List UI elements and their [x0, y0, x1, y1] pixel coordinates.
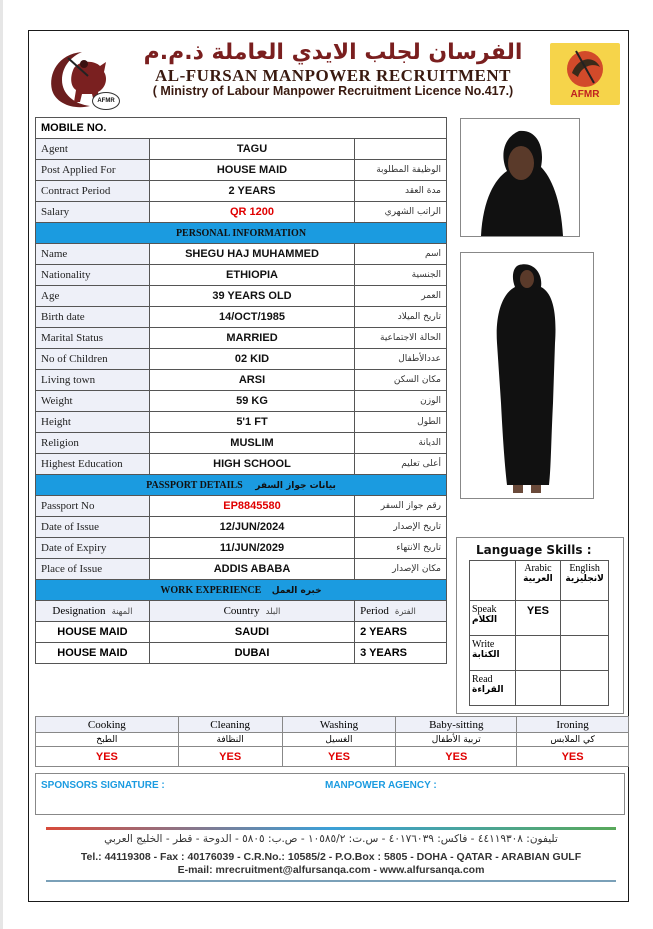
period-column-header — [355, 601, 447, 622]
licence-line: ( Ministry of Labour Manpower Recruitment Licence No.417.) — [152, 84, 514, 98]
row-place-of-issue — [36, 559, 447, 580]
personal-info-header: PERSONAL INFORMATION — [36, 223, 447, 244]
field-value: HOUSE MAID — [149, 160, 354, 181]
logo-right-text: AFMR — [570, 89, 600, 100]
field-value: ADDIS ABABA — [149, 559, 354, 580]
work-period: 2 YEARS — [355, 622, 447, 643]
field-label-arabic: عددالأطفال — [355, 349, 447, 370]
field-label-arabic: الجنسية — [355, 265, 447, 286]
field-label: Highest Education — [36, 454, 150, 475]
language-skills-title: Language Skills : — [476, 543, 592, 557]
write-row-label — [470, 636, 516, 671]
work-period: 3 YEARS — [355, 643, 447, 664]
speak-arabic-value: YES — [515, 601, 561, 636]
designation-header-en: Designation — [52, 605, 106, 617]
field-value: TAGU — [149, 139, 354, 160]
write-label-ar: الكتابة — [472, 650, 500, 660]
row-religion — [36, 433, 447, 454]
read-row-label — [470, 671, 516, 706]
work-header-ar: خبره العمل — [271, 585, 322, 596]
page-edge-shadow — [0, 0, 3, 929]
arabic-language-header — [515, 561, 561, 601]
field-value: MUSLIM — [149, 433, 354, 454]
row-name — [36, 244, 447, 265]
skills-table — [35, 716, 629, 767]
field-label: Date of Expiry — [36, 538, 150, 559]
field-label: Salary — [36, 202, 150, 223]
row-passport-no — [36, 496, 447, 517]
field-label: No of Children — [36, 349, 150, 370]
field-label-arabic: الديانة — [355, 433, 447, 454]
arabic-header-ar: العربية — [523, 574, 553, 584]
manpower-agency-label: MANPOWER AGENCY : — [325, 780, 437, 791]
field-value: MARRIED — [149, 328, 354, 349]
read-label-en: Read — [472, 674, 493, 685]
field-label: Height — [36, 412, 150, 433]
speak-english-value — [561, 601, 609, 636]
field-label-arabic: أعلى تعليم — [355, 454, 447, 475]
field-label-arabic — [355, 139, 447, 160]
field-label-arabic: تاريخ الإصدار — [355, 517, 447, 538]
field-label-arabic: رقم جواز السفر — [355, 496, 447, 517]
field-label-arabic: مكان الإصدار — [355, 559, 447, 580]
row-date-of-issue — [36, 517, 447, 538]
candidate-full-length-photo — [460, 252, 594, 499]
write-english-value — [561, 636, 609, 671]
footer-contact-english: Tel.: 44119308 - Fax : 40176039 - C.R.No.: 10585/2 - P.O.Box : 5805 - DOHA - QATAR - ARABIAN GULF — [80, 851, 582, 863]
skill-cooking-value: YES — [36, 747, 179, 767]
mobile-label: MOBILE NO. — [36, 118, 447, 139]
row-birth-date — [36, 307, 447, 328]
field-label: Post Applied For — [36, 160, 150, 181]
field-label: Religion — [36, 433, 150, 454]
field-value: 11/JUN/2029 — [149, 538, 354, 559]
field-value: ARSI — [149, 370, 354, 391]
row-marital-status — [36, 328, 447, 349]
row-nationality — [36, 265, 447, 286]
passport-number-value: EP8845580 — [149, 496, 354, 517]
field-label: Birth date — [36, 307, 150, 328]
work-row — [36, 643, 447, 664]
work-country: SAUDI — [149, 622, 354, 643]
field-value: ETHIOPIA — [149, 265, 354, 286]
english-header-en: English — [569, 563, 600, 574]
read-english-value — [561, 671, 609, 706]
row-age — [36, 286, 447, 307]
designation-column-header — [36, 601, 150, 622]
field-label-arabic: مكان السكن — [355, 370, 447, 391]
field-label-arabic: الحالة الاجتماعية — [355, 328, 447, 349]
english-header-ar: لانجليزية — [565, 574, 604, 584]
speak-label-en: Speak — [472, 604, 497, 615]
work-header-en: WORK EXPERIENCE — [160, 584, 262, 596]
language-corner-cell — [470, 561, 516, 601]
footer-divider — [46, 827, 616, 830]
row-agent — [36, 139, 447, 160]
field-label-arabic: الراتب الشهري — [355, 202, 447, 223]
field-label: Agent — [36, 139, 150, 160]
language-skills-table — [469, 560, 609, 706]
field-value: 59 KG — [149, 391, 354, 412]
footer-bottom-divider — [46, 880, 616, 882]
field-label-arabic: تاريخ الميلاد — [355, 307, 447, 328]
field-value: 12/JUN/2024 — [149, 517, 354, 538]
read-arabic-value — [515, 671, 561, 706]
field-value: HIGH SCHOOL — [149, 454, 354, 475]
write-label-en: Write — [472, 639, 495, 650]
field-value: 5'1 FT — [149, 412, 354, 433]
row-height — [36, 412, 447, 433]
speak-label-ar: الكلام — [472, 615, 498, 625]
horse-rider-logo — [44, 48, 122, 110]
period-header-en: Period — [360, 605, 389, 617]
field-value: 39 YEARS OLD — [149, 286, 354, 307]
field-value: SHEGU HAJ MUHAMMED — [149, 244, 354, 265]
afmr-logo — [550, 43, 620, 105]
footer-email-website: E-mail: mrecruitment@alfursanqa.com - www.alfursanqa.com — [177, 864, 485, 876]
candidate-info-table — [35, 117, 447, 664]
logo-left-text: AFMR — [92, 92, 120, 110]
field-label: Living town — [36, 370, 150, 391]
field-label-arabic: مدة العقد — [355, 181, 447, 202]
field-value: 14/OCT/1985 — [149, 307, 354, 328]
work-row — [36, 622, 447, 643]
row-education — [36, 454, 447, 475]
row-living-town — [36, 370, 447, 391]
row-children — [36, 349, 447, 370]
skill-washing-value: YES — [282, 747, 396, 767]
work-designation: HOUSE MAID — [36, 622, 150, 643]
row-weight — [36, 391, 447, 412]
company-arabic-title: الفرسان لجلب الايدي العاملة ذ.م.م — [143, 40, 523, 65]
passport-header-ar: بيانات جواز السفر — [255, 480, 336, 491]
row-post-applied — [36, 160, 447, 181]
salary-value: QR 1200 — [149, 202, 354, 223]
field-label: Nationality — [36, 265, 150, 286]
field-label: Name — [36, 244, 150, 265]
work-designation: HOUSE MAID — [36, 643, 150, 664]
company-english-title: AL-FURSAN MANPOWER RECRUITMENT — [155, 66, 511, 85]
field-value: 02 KID — [149, 349, 354, 370]
field-label: Date of Issue — [36, 517, 150, 538]
field-label: Contract Period — [36, 181, 150, 202]
country-column-header — [149, 601, 354, 622]
field-label: Marital Status — [36, 328, 150, 349]
footer-contact-arabic: تليفون: ٤٤١١٩٣٠٨ - فاكس: ٤٠١٧٦٠٣٩ - س.ت: ١٠٥٨٥/٢ - ص.ب: ٥٨٠٥ - الدوحة - قطر - الخليج العربي — [104, 833, 558, 845]
field-label-arabic: اسم — [355, 244, 447, 265]
row-date-of-expiry — [36, 538, 447, 559]
skill-cooking-label-ar: الطبخ — [36, 733, 179, 747]
skill-ironing-label: Ironing — [517, 717, 629, 733]
period-header-ar: الفترة — [394, 607, 416, 617]
write-arabic-value — [515, 636, 561, 671]
field-label-arabic: تاريخ الانتهاء — [355, 538, 447, 559]
skill-babysitting-label-ar: تربية الأطفال — [396, 733, 517, 747]
skill-cleaning-label-ar: النظافة — [178, 733, 282, 747]
skill-washing-label-ar: الغسيل — [282, 733, 396, 747]
field-label: Age — [36, 286, 150, 307]
field-label-arabic: العمر — [355, 286, 447, 307]
field-value: 2 YEARS — [149, 181, 354, 202]
work-experience-header — [36, 580, 447, 601]
field-label: Place of Issue — [36, 559, 150, 580]
skill-babysitting-value: YES — [396, 747, 517, 767]
work-column-headers — [36, 601, 447, 622]
skill-ironing-label-ar: كي الملابس — [517, 733, 629, 747]
field-label: Passport No — [36, 496, 150, 517]
skill-cleaning-value: YES — [178, 747, 282, 767]
speak-row-label — [470, 601, 516, 636]
skill-cooking-label: Cooking — [36, 717, 179, 733]
skill-ironing-value: YES — [517, 747, 629, 767]
row-salary — [36, 202, 447, 223]
work-country: DUBAI — [149, 643, 354, 664]
candidate-portrait-photo — [460, 118, 580, 237]
country-header-en: Country — [223, 605, 260, 617]
english-language-header — [561, 561, 609, 601]
designation-header-ar: المهنة — [111, 607, 133, 617]
passport-header-en: PASSPORT DETAILS — [146, 479, 243, 491]
field-label-arabic: الطول — [355, 412, 447, 433]
skill-cleaning-label: Cleaning — [178, 717, 282, 733]
skill-babysitting-label: Baby-sitting — [396, 717, 517, 733]
field-label-arabic: الوظيفة المطلوبة — [355, 160, 447, 181]
row-contract-period — [36, 181, 447, 202]
arabic-header-en: Arabic — [524, 563, 552, 574]
sponsor-signature-label: SPONSORS SIGNATURE : — [41, 780, 165, 791]
skill-washing-label: Washing — [282, 717, 396, 733]
read-label-ar: القراءة — [472, 685, 504, 695]
field-label-arabic: الوزن — [355, 391, 447, 412]
field-label: Weight — [36, 391, 150, 412]
passport-details-header — [36, 475, 447, 496]
country-header-ar: البلد — [265, 607, 281, 617]
